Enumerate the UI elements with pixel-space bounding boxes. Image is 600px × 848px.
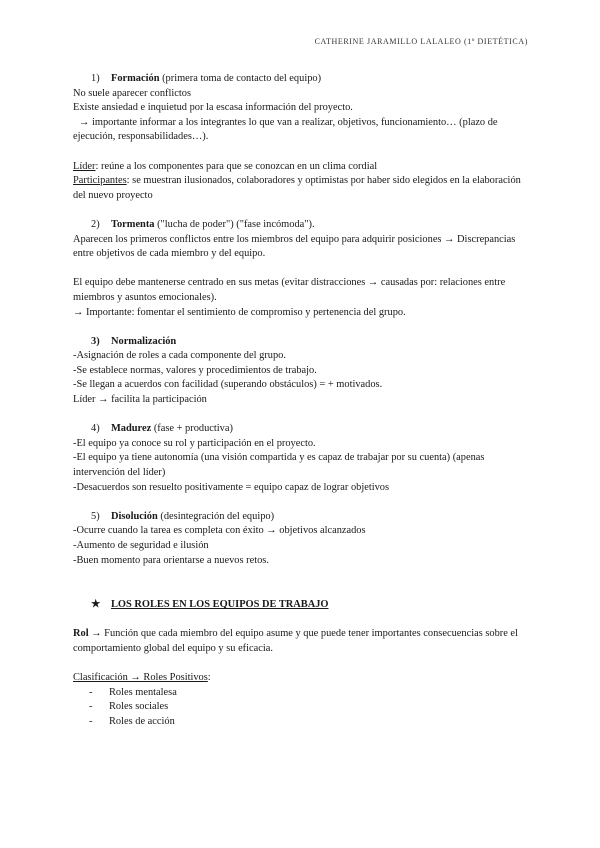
clasificacion-colon: :	[207, 672, 211, 684]
section-title: LOS ROLES EN LOS EQUIPOS DE TRABAJO	[111, 599, 329, 611]
stage-2-line: Aparecen los primeros conflictos entre los miembros del equipo para adquirir posiciones → Discrepancias entre objetivos de cada miembro y del equipo.	[73, 233, 516, 260]
stage-1-title: Formación	[111, 73, 160, 84]
lider-definition	[73, 160, 528, 175]
list-item	[73, 715, 528, 730]
star-icon: ★	[91, 599, 101, 611]
list-item-label: Roles de acción	[109, 715, 175, 727]
stage-3-line: Líder → facilita la participación	[73, 394, 207, 406]
participantes-definition	[73, 174, 528, 203]
participantes-label: Participantes	[73, 175, 127, 187]
participantes-text: : se muestran ilusionados, colaboradores y optimistas por haber sido elegidos en la elaboración del nuevo proyecto	[73, 175, 521, 201]
page-header: CATHERINE JARAMILLO LALALEO (1º DIETÉTICA)	[314, 37, 528, 46]
stage-5-subtitle: (desintegración del equipo)	[157, 510, 275, 522]
stage-4-line: -El equipo ya conoce su rol y participación en el proyecto.	[73, 437, 316, 449]
stage-4-line: -Desacuerdos son resuelto positivamente = equipo capaz de lograr objetivos	[73, 481, 390, 493]
stage-2-number: 2)	[91, 218, 100, 230]
clasificacion-heading	[73, 671, 528, 686]
list-item	[73, 686, 528, 701]
stage-4-number: 4)	[91, 423, 100, 435]
list-item-label: Roles sociales	[109, 701, 169, 713]
lider-text: : reúne a los componentes para que se conozcan en un clima cordial	[95, 160, 378, 172]
lider-label: Líder	[73, 160, 96, 172]
stage-5-line: -Ocurre cuando la tarea es completa con éxito → objetivos alcanzados	[73, 525, 366, 537]
stage-3-line: -Se llegan a acuerdos con facilidad (superando obstáculos) = + motivados.	[73, 379, 383, 391]
stage-1-heading	[73, 72, 528, 87]
dash-bullet: -	[89, 701, 93, 713]
stage-3-title: Normalización	[111, 335, 177, 347]
stage-5-line: -Aumento de seguridad e ilusión	[73, 540, 209, 551]
stage-2-extra: → Importante: fomentar el sentimiento de compromiso y pertenencia del grupo.	[73, 306, 406, 318]
rol-definition	[73, 627, 528, 656]
stage-4-title: Madurez	[111, 423, 152, 435]
stage-5-line: -Buen momento para orientarse a nuevos retos.	[73, 554, 269, 566]
dash-bullet: -	[89, 715, 93, 727]
rol-label: Rol	[73, 628, 89, 640]
stage-1-subtitle: (primera toma de contacto del equipo)	[159, 73, 322, 84]
stage-4-subtitle: (fase + productiva)	[151, 423, 233, 435]
list-item	[73, 700, 528, 715]
stage-1-line: → importante informar a los integrantes lo que van a realizar, objetivos, funcionamiento… (plazo de ejecución, responsabilidades…).	[73, 116, 498, 143]
stage-3-heading	[73, 335, 528, 350]
stage-2-extra: El equipo debe mantenerse centrado en sus metas (evitar distracciones → causadas por: relaciones entre miembros y asuntos emocionales).	[73, 277, 506, 303]
stage-2-subtitle: ("lucha de poder") ("fase incómoda").	[154, 218, 315, 230]
document-body	[73, 72, 528, 730]
rol-text: → Función que cada miembro del equipo asume y que puede tener importantes consecuencias sobre el comportamiento global del equipo y su eficacia.	[73, 628, 518, 654]
stage-1-number: 1)	[91, 73, 100, 84]
stage-5-heading	[73, 510, 528, 525]
clasificacion-label: Clasificación → Roles Positivos	[73, 672, 208, 684]
stage-3-line: -Se establece normas, valores y procedimientos de trabajo.	[73, 364, 317, 376]
list-item-label: Roles mentalesa	[109, 686, 177, 698]
section-heading	[73, 598, 528, 613]
dash-bullet: -	[89, 686, 93, 698]
stage-1-line: Existe ansiedad e inquietud por la escasa información del proyecto.	[73, 102, 353, 114]
stage-4-heading	[73, 422, 528, 437]
stage-2-title: Tormenta	[111, 218, 155, 230]
stage-4-line: -El equipo ya tiene autonomía (una visión compartida y es capaz de trabajar por su cuenta) (apenas intervención del líder)	[73, 452, 485, 479]
stage-3-number: 3)	[91, 335, 100, 347]
stage-2-heading	[73, 218, 528, 233]
stage-5-title: Disolución	[111, 510, 158, 522]
stage-1-line: No suele aparecer conflictos	[73, 87, 191, 99]
stage-3-line: -Asignación de roles a cada componente del grupo.	[73, 350, 286, 362]
stage-5-number: 5)	[91, 510, 100, 522]
